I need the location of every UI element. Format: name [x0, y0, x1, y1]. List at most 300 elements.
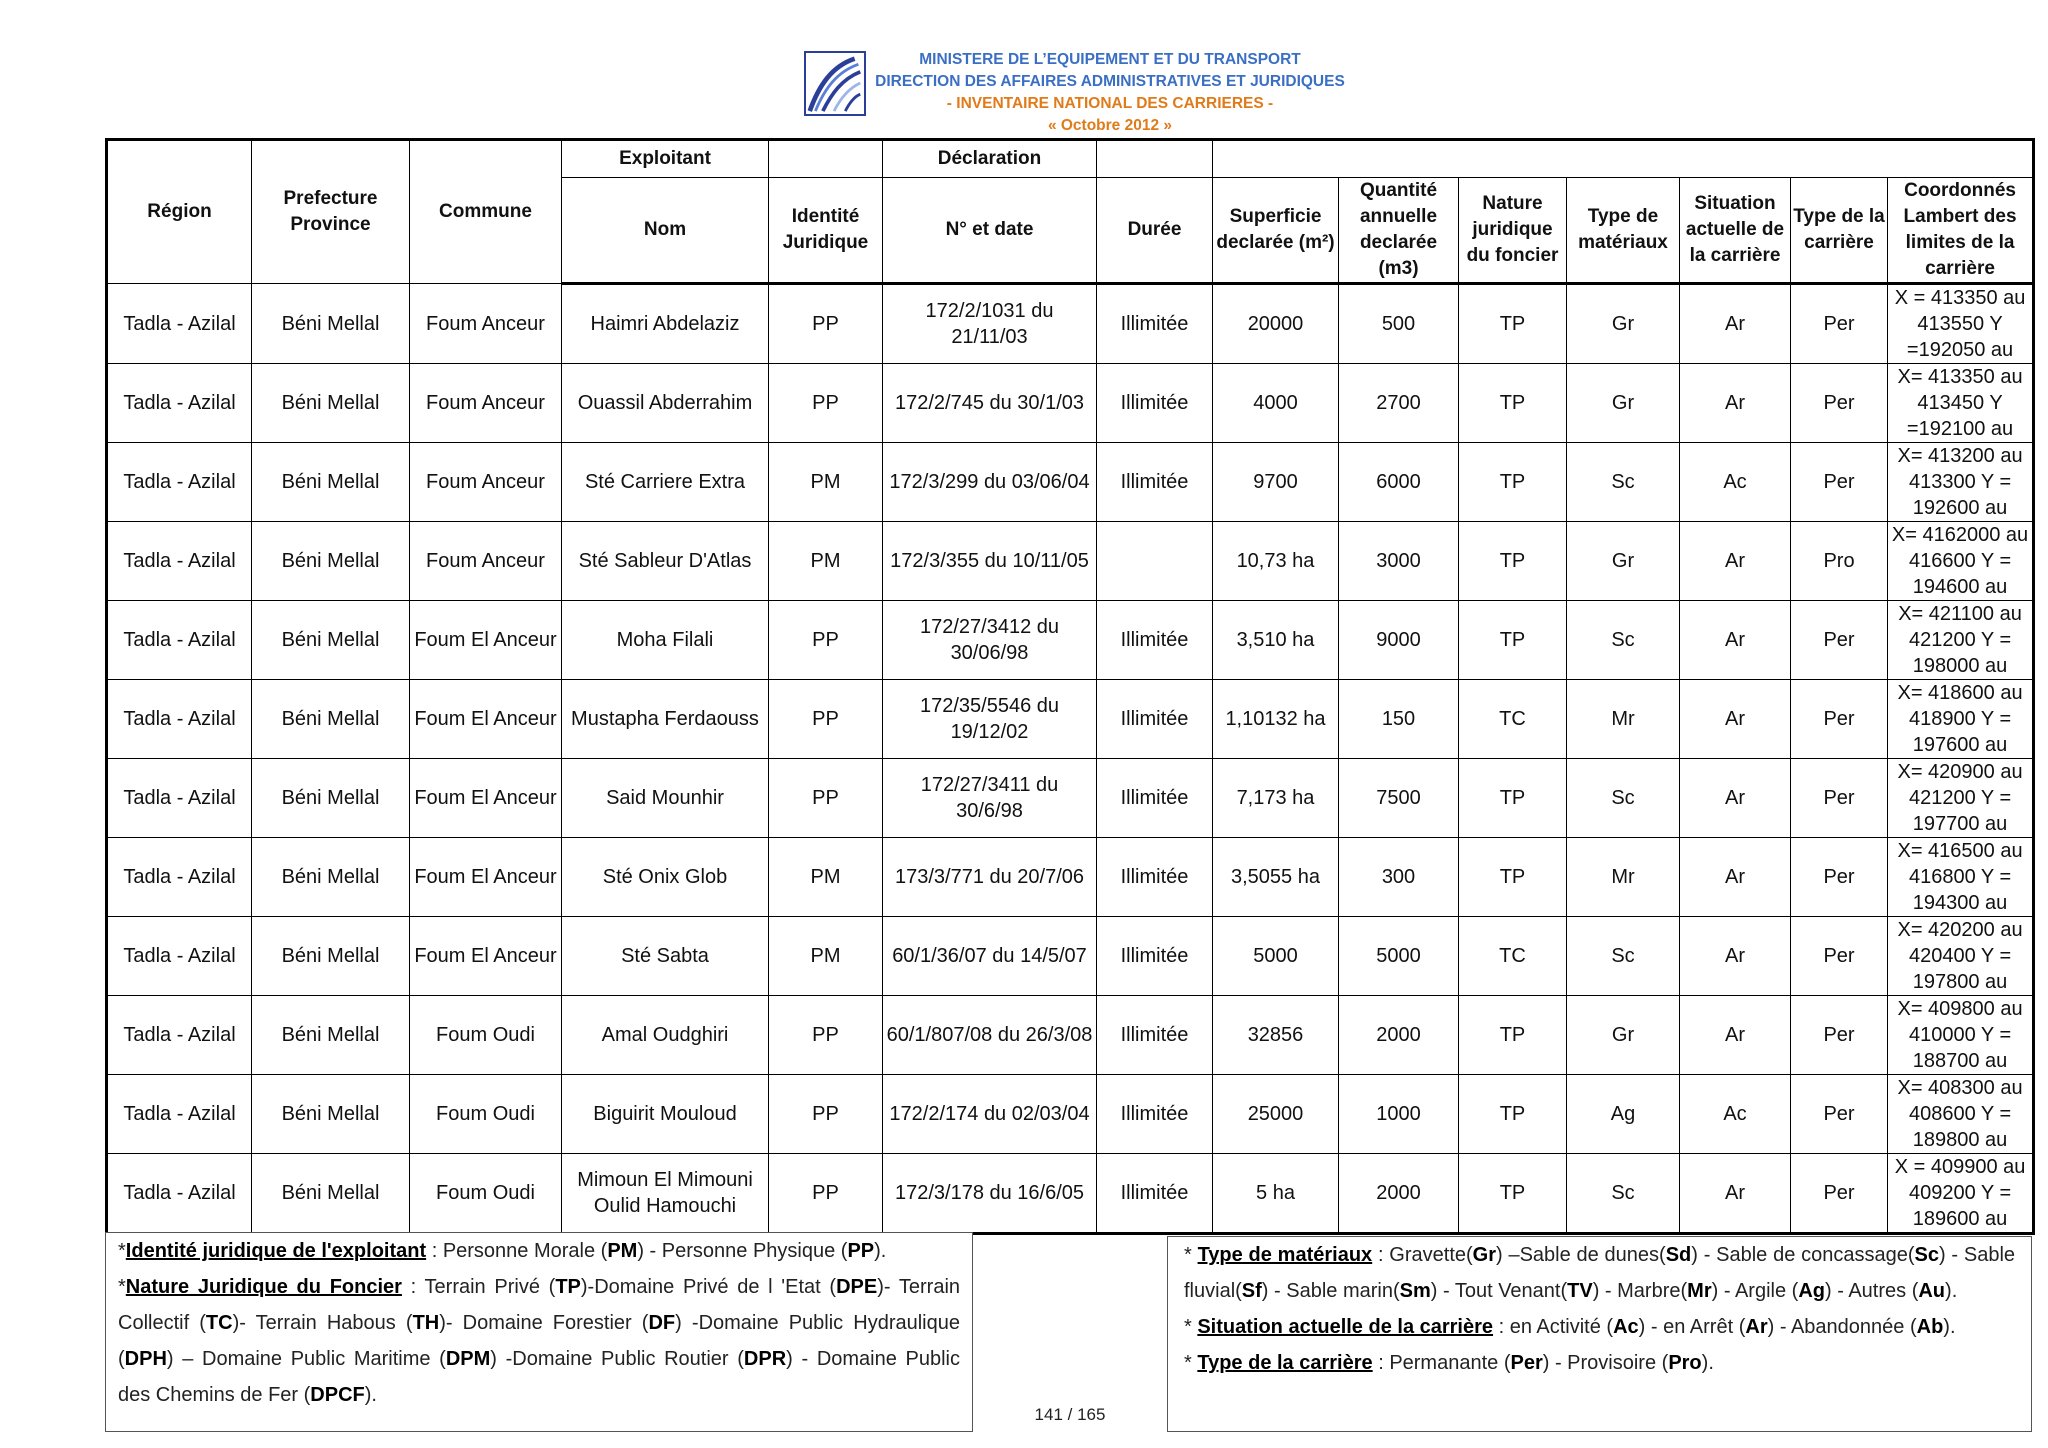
table-row: [107, 838, 2034, 917]
cell-region: Tadla - Azilal: [107, 996, 252, 1075]
cell-identite: PM: [769, 917, 883, 996]
legend-item-end: ) -: [1767, 1316, 1791, 1338]
cell-nature: TP: [1459, 996, 1567, 1075]
cell-region: Tadla - Azilal: [107, 284, 252, 364]
cell-prefecture: Béni Mellal: [252, 680, 410, 759]
legend-item-text: Domaine Forestier (: [462, 1312, 649, 1334]
cell-duree: Illimitée: [1097, 364, 1213, 443]
quarries-table: [105, 138, 2035, 1235]
cell-identite: PP: [769, 601, 883, 680]
col-type-materiaux: Type de matériaux: [1567, 178, 1680, 284]
cell-identite: PM: [769, 522, 883, 601]
legend-item-text: Sable fluvial(: [1184, 1244, 2016, 1302]
cell-duree: Illimitée: [1097, 284, 1213, 364]
cell-numero: 172/3/178 du 16/6/05: [883, 1154, 1097, 1234]
cell-situation: Ar: [1680, 917, 1791, 996]
legend-item-end: ) -: [1711, 1280, 1735, 1302]
legend-item-end: ).: [1945, 1280, 1958, 1302]
legend-code: Sm: [1399, 1280, 1431, 1302]
cell-prefecture: Béni Mellal: [252, 284, 410, 364]
cell-type-carriere: Per: [1791, 443, 1888, 522]
cell-quantite: 2000: [1339, 1154, 1459, 1234]
header-direction: DIRECTION DES AFFAIRES ADMINISTRATIVES ET JURIDIQUES: [875, 73, 1345, 90]
legend-materiaux-situation-type: [1167, 1236, 2032, 1432]
legend-item-end: ) -: [786, 1348, 817, 1370]
legend-item-text: Personne Morale (: [442, 1240, 608, 1262]
cell-numero: 60/1/36/07 du 14/5/07: [883, 917, 1097, 996]
legend-item-end: ) –: [1496, 1244, 1520, 1266]
cell-superficie: 5 ha: [1213, 1154, 1339, 1234]
col-nature: Nature juridique du foncier: [1459, 178, 1567, 284]
cell-coordonnees: X= 413200 au 413300 Y = 192600 au: [1888, 443, 2034, 522]
ministry-logo-icon: [804, 51, 866, 116]
legend-key-identite: Identité juridique de l'exploitant: [125, 1240, 427, 1262]
cell-duree: Illimitée: [1097, 1154, 1213, 1234]
legend-item-text: Gravette(: [1389, 1244, 1473, 1266]
cell-type-materiaux: Sc: [1567, 601, 1680, 680]
cell-type-carriere: Per: [1791, 1075, 1888, 1154]
table-row: [107, 917, 2034, 996]
cell-prefecture: Béni Mellal: [252, 759, 410, 838]
legend-star: *: [118, 1240, 126, 1262]
legend-code: Ag: [1798, 1280, 1825, 1302]
cell-commune: Foum Anceur: [410, 284, 562, 364]
legend-item-text: Autres (: [1848, 1280, 1919, 1302]
col-commune: Commune: [410, 140, 562, 284]
cell-numero: 172/35/5546 du 19/12/02: [883, 680, 1097, 759]
cell-superficie: 4000: [1213, 364, 1339, 443]
cell-identite: PP: [769, 680, 883, 759]
cell-type-carriere: Per: [1791, 364, 1888, 443]
cell-situation: Ar: [1680, 522, 1791, 601]
cell-situation: Ar: [1680, 759, 1791, 838]
header-inventory: - INVENTAIRE NATIONAL DES CARRIERES -: [946, 95, 1274, 112]
cell-coordonnees: X= 421100 au 421200 Y = 198000 au: [1888, 601, 2034, 680]
legend-item-end: ) -: [1938, 1244, 1964, 1266]
cell-coordonnees: X= 416500 au 416800 Y = 194300 au: [1888, 838, 2034, 917]
cell-prefecture: Béni Mellal: [252, 1154, 410, 1234]
legend-item-end: ) -: [1430, 1280, 1455, 1302]
cell-nature: TC: [1459, 680, 1567, 759]
cell-quantite: 1000: [1339, 1075, 1459, 1154]
cell-superficie: 20000: [1213, 284, 1339, 364]
cell-numero: 172/27/3412 du 30/06/98: [883, 601, 1097, 680]
cell-commune: Foum Anceur: [410, 522, 562, 601]
cell-identite: PP: [769, 1075, 883, 1154]
cell-region: Tadla - Azilal: [107, 364, 252, 443]
cell-coordonnees: X= 420200 au 420400 Y = 197800 au: [1888, 917, 2034, 996]
col-superficie: Superficie declarée (m²): [1213, 178, 1339, 284]
cell-commune: Foum El Anceur: [410, 759, 562, 838]
cell-commune: Foum El Anceur: [410, 838, 562, 917]
legend-colon: :: [1372, 1244, 1390, 1266]
cell-nature: TP: [1459, 759, 1567, 838]
legend-code: Per: [1510, 1352, 1543, 1374]
cell-type-carriere: Pro: [1791, 522, 1888, 601]
legend-code: DPH: [124, 1348, 167, 1370]
legend-code: Ac: [1613, 1316, 1639, 1338]
cell-nom: Ouassil Abderrahim: [562, 364, 769, 443]
cell-situation: Ar: [1680, 284, 1791, 364]
legend-nature: [118, 1269, 960, 1413]
cell-type-carriere: Per: [1791, 759, 1888, 838]
cell-region: Tadla - Azilal: [107, 759, 252, 838]
legend-item-text: Domaine Privé de l 'Etat (: [594, 1276, 837, 1298]
cell-type-carriere: Per: [1791, 284, 1888, 364]
legend-colon: :: [1493, 1316, 1510, 1338]
legend-code: TH: [412, 1312, 440, 1334]
legend-item-text: Personne Physique (: [661, 1240, 848, 1262]
legend-item-end: ).: [1701, 1352, 1714, 1374]
legend-item-text: Sable marin(: [1286, 1280, 1400, 1302]
cell-coordonnees: X = 413350 au 413550 Y =192050 au: [1888, 284, 2034, 364]
cell-nom: Mustapha Ferdaouss: [562, 680, 769, 759]
table-row: [107, 601, 2034, 680]
cell-type-carriere: Per: [1791, 601, 1888, 680]
cell-superficie: 1,10132 ha: [1213, 680, 1339, 759]
header-date: « Octobre 2012 »: [1047, 117, 1173, 134]
cell-nature: TC: [1459, 917, 1567, 996]
cell-prefecture: Béni Mellal: [252, 996, 410, 1075]
cell-prefecture: Béni Mellal: [252, 364, 410, 443]
legend-item-end: ).: [1943, 1316, 1956, 1338]
cell-quantite: 300: [1339, 838, 1459, 917]
legend-identite: [118, 1233, 960, 1269]
legend-item-text: Domaine Public Maritime (: [202, 1348, 446, 1370]
col-identite: Identité Juridique: [769, 178, 883, 284]
cell-duree: Illimitée: [1097, 443, 1213, 522]
table-row: [107, 680, 2034, 759]
col-quantite: Quantité annuelle declarée (m3): [1339, 178, 1459, 284]
cell-type-materiaux: Gr: [1567, 284, 1680, 364]
cell-quantite: 9000: [1339, 601, 1459, 680]
cell-identite: PM: [769, 838, 883, 917]
cell-prefecture: Béni Mellal: [252, 917, 410, 996]
legend-situation: [1184, 1309, 2015, 1345]
legend-colon: :: [401, 1276, 425, 1298]
cell-type-carriere: Per: [1791, 1154, 1888, 1234]
group-declaration: Déclaration: [883, 140, 1097, 178]
legend-code: Ar: [1745, 1316, 1768, 1338]
cell-commune: Foum Oudi: [410, 1154, 562, 1234]
cell-identite: PP: [769, 364, 883, 443]
cell-commune: Foum Oudi: [410, 1075, 562, 1154]
legend-item-end: ) -: [675, 1312, 699, 1334]
cell-prefecture: Béni Mellal: [252, 838, 410, 917]
cell-coordonnees: X= 418600 au 418900 Y = 197600 au: [1888, 680, 2034, 759]
cell-nom: Sté Sableur D'Atlas: [562, 522, 769, 601]
cell-commune: Foum El Anceur: [410, 917, 562, 996]
col-region: Région: [107, 140, 252, 284]
page-number: 141 / 165: [1034, 1405, 1106, 1424]
cell-numero: 172/2/745 du 30/1/03: [883, 364, 1097, 443]
col-prefecture: Prefecture Province: [252, 140, 410, 284]
cell-type-carriere: Per: [1791, 996, 1888, 1075]
table-row: [107, 1154, 2034, 1234]
legend-item-text: Provisoire (: [1567, 1352, 1669, 1374]
cell-nature: TP: [1459, 838, 1567, 917]
table-row: [107, 284, 2034, 364]
col-type-carriere: Type de la carrière: [1791, 178, 1888, 284]
cell-duree: Illimitée: [1097, 601, 1213, 680]
legend-item-text: Permanante (: [1389, 1352, 1511, 1374]
group-blank-1: [769, 140, 883, 178]
cell-prefecture: Béni Mellal: [252, 1075, 410, 1154]
cell-nature: TP: [1459, 284, 1567, 364]
cell-region: Tadla - Azilal: [107, 443, 252, 522]
legend-code: Sc: [1914, 1244, 1939, 1266]
cell-superficie: 3,5055 ha: [1213, 838, 1339, 917]
cell-nature: TP: [1459, 522, 1567, 601]
cell-duree: [1097, 522, 1213, 601]
cell-numero: 172/3/355 du 10/11/05: [883, 522, 1097, 601]
legend-code: Pro: [1668, 1352, 1702, 1374]
legend-code: PP: [847, 1240, 875, 1262]
cell-duree: Illimitée: [1097, 996, 1213, 1075]
col-duree: Durée: [1097, 178, 1213, 284]
legend-item-text: Domaine Public Routier (: [512, 1348, 744, 1370]
table-row: [107, 1075, 2034, 1154]
table-body: [107, 284, 2034, 1234]
legend-item-text: Terrain Collectif (: [118, 1276, 961, 1334]
cell-duree: Illimitée: [1097, 680, 1213, 759]
legend-star: *: [118, 1276, 126, 1298]
cell-superficie: 7,173 ha: [1213, 759, 1339, 838]
col-coordonnees: Coordonnés Lambert des limites de la carrière: [1888, 178, 2034, 284]
legend-item-end: )-: [232, 1312, 256, 1334]
cell-duree: Illimitée: [1097, 759, 1213, 838]
legend-star: *: [1184, 1352, 1198, 1374]
cell-situation: Ar: [1680, 680, 1791, 759]
legend-key-materiaux: Type de matériaux: [1197, 1244, 1373, 1266]
legend-item-end: ) -: [1592, 1280, 1618, 1302]
legend-code: Mr: [1687, 1280, 1712, 1302]
cell-type-materiaux: Ag: [1567, 1075, 1680, 1154]
cell-commune: Foum Anceur: [410, 443, 562, 522]
legend-code: TP: [555, 1276, 581, 1298]
legend-code: DPCF: [310, 1384, 365, 1406]
legend-item-text: Abandonnée (: [1790, 1316, 1917, 1338]
cell-nature: TP: [1459, 1075, 1567, 1154]
table-row: [107, 759, 2034, 838]
cell-situation: Ar: [1680, 996, 1791, 1075]
cell-situation: Ac: [1680, 1075, 1791, 1154]
cell-nature: TP: [1459, 443, 1567, 522]
cell-type-materiaux: Sc: [1567, 1154, 1680, 1234]
cell-nom: Moha Filali: [562, 601, 769, 680]
cell-coordonnees: X= 408300 au 408600 Y = 189800 au: [1888, 1075, 2034, 1154]
header-ministry: MINISTERE DE L’EQUIPEMENT ET DU TRANSPORT: [919, 51, 1301, 68]
cell-numero: 172/2/174 du 02/03/04: [883, 1075, 1097, 1154]
legend-key-situation: Situation actuelle de la carrière: [1197, 1316, 1494, 1338]
cell-coordonnees: X= 409800 au 410000 Y = 188700 au: [1888, 996, 2034, 1075]
group-blank-2: [1097, 140, 1213, 178]
legend-key-nature: Nature Juridique du Foncier: [125, 1276, 402, 1298]
cell-type-materiaux: Sc: [1567, 759, 1680, 838]
cell-numero: 173/3/771 du 20/7/06: [883, 838, 1097, 917]
legend-item-end: ) -: [1691, 1244, 1717, 1266]
cell-superficie: 10,73 ha: [1213, 522, 1339, 601]
cell-situation: Ar: [1680, 364, 1791, 443]
legend-code: Sf: [1241, 1280, 1262, 1302]
cell-superficie: 5000: [1213, 917, 1339, 996]
cell-identite: PP: [769, 996, 883, 1075]
legend-item-end: ) -: [637, 1240, 662, 1262]
cell-identite: PM: [769, 443, 883, 522]
cell-numero: 172/27/3411 du 30/6/98: [883, 759, 1097, 838]
cell-nom: Biguirit Mouloud: [562, 1075, 769, 1154]
cell-nom: Sté Sabta: [562, 917, 769, 996]
cell-region: Tadla - Azilal: [107, 917, 252, 996]
legend-code: DPR: [743, 1348, 787, 1370]
legend-star: *: [1184, 1244, 1198, 1266]
cell-region: Tadla - Azilal: [107, 680, 252, 759]
legend-identite-nature: [105, 1232, 973, 1432]
legend-item-end: ) –: [166, 1348, 203, 1370]
cell-duree: Illimitée: [1097, 917, 1213, 996]
cell-numero: 172/2/1031 du 21/11/03: [883, 284, 1097, 364]
table-row: [107, 522, 2034, 601]
cell-nom: Mimoun El Mimouni Oulid Hamouchi: [562, 1154, 769, 1234]
cell-quantite: 7500: [1339, 759, 1459, 838]
cell-quantite: 6000: [1339, 443, 1459, 522]
cell-duree: Illimitée: [1097, 1075, 1213, 1154]
cell-situation: Ar: [1680, 838, 1791, 917]
cell-coordonnees: X= 420900 au 421200 Y = 197700 au: [1888, 759, 2034, 838]
cell-superficie: 9700: [1213, 443, 1339, 522]
legend-item-text: Terrain Habous (: [255, 1312, 413, 1334]
legend-code: Sd: [1665, 1244, 1692, 1266]
cell-type-materiaux: Mr: [1567, 838, 1680, 917]
table-row: [107, 364, 2034, 443]
cell-type-materiaux: Gr: [1567, 364, 1680, 443]
legend-code: Au: [1918, 1280, 1946, 1302]
cell-identite: PP: [769, 759, 883, 838]
cell-coordonnees: X= 4162000 au 416600 Y = 194600 au: [1888, 522, 2034, 601]
cell-nom: Said Mounhir: [562, 759, 769, 838]
legend-item-end: )-: [580, 1276, 595, 1298]
table-row: [107, 443, 2034, 522]
cell-prefecture: Béni Mellal: [252, 443, 410, 522]
legend-item-end: )-: [877, 1276, 899, 1298]
legend-colon: :: [1372, 1352, 1390, 1374]
legend-item-text: Sable de dunes(: [1519, 1244, 1666, 1266]
cell-quantite: 5000: [1339, 917, 1459, 996]
cell-quantite: 2700: [1339, 364, 1459, 443]
cell-type-materiaux: Gr: [1567, 522, 1680, 601]
cell-region: Tadla - Azilal: [107, 601, 252, 680]
cell-identite: PP: [769, 1154, 883, 1234]
legend-code: TC: [205, 1312, 233, 1334]
cell-nom: Amal Oudghiri: [562, 996, 769, 1075]
cell-situation: Ar: [1680, 601, 1791, 680]
legend-code: Ab: [1916, 1316, 1944, 1338]
legend-key-type-carriere: Type de la carrière: [1197, 1352, 1373, 1374]
cell-prefecture: Béni Mellal: [252, 522, 410, 601]
cell-superficie: 25000: [1213, 1075, 1339, 1154]
cell-situation: Ar: [1680, 1154, 1791, 1234]
col-nom: Nom: [562, 178, 769, 284]
cell-nom: Sté Onix Glob: [562, 838, 769, 917]
cell-numero: 60/1/807/08 du 26/3/08: [883, 996, 1097, 1075]
legend-code: DPM: [445, 1348, 491, 1370]
legend-item-text: Argile (: [1734, 1280, 1799, 1302]
legend-item-text: Terrain Privé (: [424, 1276, 556, 1298]
cell-coordonnees: X = 409900 au 409200 Y = 189600 au: [1888, 1154, 2034, 1234]
cell-nom: Sté Carriere Extra: [562, 443, 769, 522]
cell-duree: Illimitée: [1097, 838, 1213, 917]
legend-code: DF: [648, 1312, 676, 1334]
legend-code: PM: [607, 1240, 638, 1262]
legend-item-end: ) -: [1542, 1352, 1568, 1374]
cell-quantite: 150: [1339, 680, 1459, 759]
cell-quantite: 500: [1339, 284, 1459, 364]
cell-type-materiaux: Gr: [1567, 996, 1680, 1075]
cell-superficie: 3,510 ha: [1213, 601, 1339, 680]
cell-type-carriere: Per: [1791, 917, 1888, 996]
legend-star: *: [1184, 1316, 1198, 1338]
cell-region: Tadla - Azilal: [107, 522, 252, 601]
col-numero: N° et date: [883, 178, 1097, 284]
cell-type-materiaux: Sc: [1567, 917, 1680, 996]
cell-type-carriere: Per: [1791, 838, 1888, 917]
cell-region: Tadla - Azilal: [107, 1154, 252, 1234]
legend-item-end: ).: [874, 1240, 887, 1262]
cell-prefecture: Béni Mellal: [252, 601, 410, 680]
legend-item-text: Domaine Public des Chemins de Fer (: [118, 1348, 960, 1406]
legend-item-end: ) -: [1638, 1316, 1664, 1338]
cell-coordonnees: X= 413350 au 413450 Y =192100 au: [1888, 364, 2034, 443]
group-blank-3: [1213, 140, 2034, 178]
col-situation: Situation actuelle de la carrière: [1680, 178, 1791, 284]
legend-item-end: ).: [364, 1384, 377, 1406]
legend-type-materiaux: [1184, 1237, 2015, 1309]
legend-item-text: en Arrêt (: [1663, 1316, 1746, 1338]
cell-nature: TP: [1459, 601, 1567, 680]
legend-item-end: ) -: [1824, 1280, 1849, 1302]
cell-commune: Foum Oudi: [410, 996, 562, 1075]
cell-situation: Ac: [1680, 443, 1791, 522]
legend-item-text: Tout Venant(: [1454, 1280, 1568, 1302]
cell-quantite: 2000: [1339, 996, 1459, 1075]
cell-commune: Foum Anceur: [410, 364, 562, 443]
cell-superficie: 32856: [1213, 996, 1339, 1075]
legend-code: TV: [1567, 1280, 1593, 1302]
cell-commune: Foum El Anceur: [410, 601, 562, 680]
legend-colon: :: [426, 1240, 443, 1262]
legend-item-text: Marbre(: [1617, 1280, 1688, 1302]
cell-type-materiaux: Sc: [1567, 443, 1680, 522]
legend-item-end: )-: [439, 1312, 463, 1334]
cell-numero: 172/3/299 du 03/06/04: [883, 443, 1097, 522]
cell-region: Tadla - Azilal: [107, 838, 252, 917]
cell-type-carriere: Per: [1791, 680, 1888, 759]
group-exploitant: Exploitant: [562, 140, 769, 178]
legend-item-end: ) -: [1261, 1280, 1287, 1302]
legend-item-text: Sable de concassage(: [1716, 1244, 1915, 1266]
cell-nom: Haimri Abdelaziz: [562, 284, 769, 364]
legend-code: Gr: [1472, 1244, 1496, 1266]
cell-nature: TP: [1459, 1154, 1567, 1234]
legend-item-end: ) -: [490, 1348, 513, 1370]
cell-commune: Foum El Anceur: [410, 680, 562, 759]
legend-code: DPE: [836, 1276, 878, 1298]
legend-item-text: Domaine Public Hydraulique (: [118, 1312, 960, 1370]
cell-identite: PP: [769, 284, 883, 364]
legend-item-text: en Activité (: [1509, 1316, 1614, 1338]
cell-type-materiaux: Mr: [1567, 680, 1680, 759]
table-row: [107, 996, 2034, 1075]
